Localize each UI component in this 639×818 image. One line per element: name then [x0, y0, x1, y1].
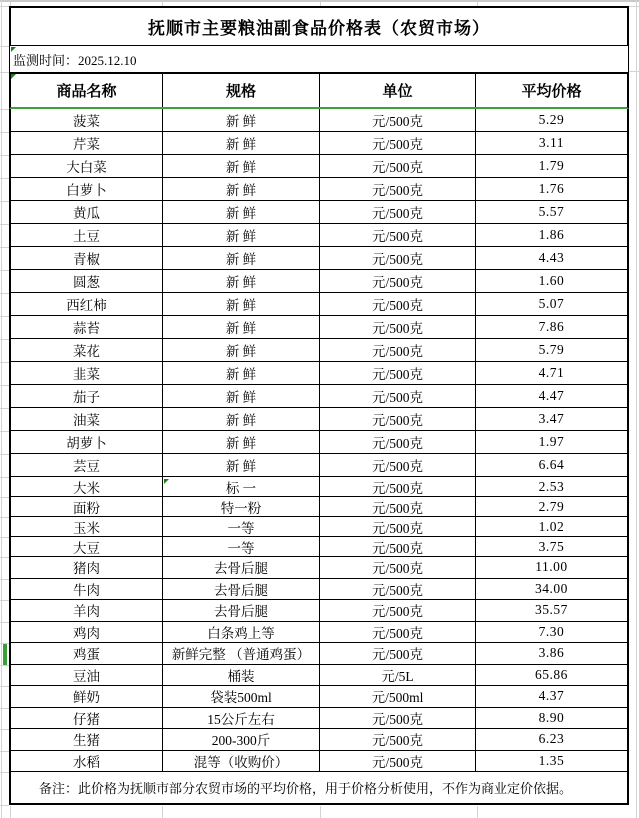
table-row[interactable]	[11, 270, 627, 293]
cell-price[interactable]: 34.00	[535, 580, 568, 596]
gridline	[0, 109, 9, 110]
gridline	[629, 71, 639, 72]
cell-product-name[interactable]: 豆油	[11, 665, 163, 686]
cell-price[interactable]: 8.90	[538, 709, 565, 725]
cell-unit[interactable]: 元/500克	[320, 454, 476, 476]
cell-price[interactable]: 7.86	[538, 319, 565, 334]
table-row[interactable]	[11, 132, 627, 155]
cell-product-name[interactable]: 生猪	[11, 729, 163, 750]
cell-spec[interactable]: 新 鲜	[163, 339, 320, 361]
cell-unit[interactable]: 元/500克	[320, 708, 476, 729]
gridline	[0, 247, 9, 248]
cell-product-name[interactable]: 蒜苔	[11, 316, 163, 338]
cell-unit[interactable]: 元/500克	[320, 247, 476, 269]
cell-spec[interactable]: 白条鸡上等	[163, 622, 320, 643]
cell-unit[interactable]: 元/500克	[320, 622, 476, 643]
cell-unit[interactable]: 元/500克	[320, 224, 476, 246]
gridline	[477, 806, 478, 818]
cell-price[interactable]: 35.57	[535, 602, 568, 618]
cell-product-name[interactable]: 芹菜	[11, 132, 163, 154]
cell-product-name[interactable]: 西红柿	[11, 293, 163, 315]
gridline	[0, 537, 9, 538]
gridline	[0, 431, 9, 432]
cell-product-name[interactable]: 大米	[11, 477, 163, 496]
gridline	[0, 46, 9, 47]
cell-product-name[interactable]: 牛肉	[11, 579, 163, 600]
cell-spec[interactable]: 去骨后腿	[163, 579, 320, 600]
cell-spec[interactable]: 新 鲜	[163, 316, 320, 338]
table-row[interactable]	[11, 557, 627, 579]
gridline	[0, 477, 9, 478]
cell-price[interactable]: 1.97	[538, 434, 565, 449]
cell-unit[interactable]: 元/500克	[320, 178, 476, 200]
cell-price[interactable]: 1.76	[538, 181, 565, 196]
gridline	[10, 806, 11, 818]
table-row[interactable]	[11, 293, 627, 316]
gridline	[0, 454, 9, 455]
gridline	[0, 600, 9, 601]
cell-spec[interactable]: 新 鲜	[163, 132, 320, 154]
cell-spec[interactable]: 新 鲜	[163, 293, 320, 315]
cell-product-name[interactable]: 芸豆	[11, 454, 163, 476]
cell-product-name[interactable]: 大白菜	[11, 155, 163, 177]
cell-product-name[interactable]: 茄子	[11, 385, 163, 407]
gridline	[162, 806, 163, 818]
gridline	[629, 6, 639, 7]
cell-unit[interactable]: 元/500克	[320, 751, 476, 772]
gridline	[1, 0, 2, 818]
cell-price[interactable]: 1.35	[538, 752, 565, 768]
cell-price[interactable]: 6.23	[538, 731, 565, 747]
cell-flag-triangle-rice-spec	[164, 479, 169, 484]
cell-spec[interactable]: 新 鲜	[163, 201, 320, 223]
cell-price[interactable]: 4.47	[538, 388, 565, 403]
cell-price[interactable]: 6.64	[538, 457, 565, 472]
cell-unit[interactable]: 元/500克	[320, 270, 476, 292]
note-cell[interactable]	[9, 772, 629, 805]
cell-product-name[interactable]: 青椒	[11, 247, 163, 269]
table-header-row	[9, 72, 629, 109]
gridline	[0, 729, 9, 730]
cell-unit[interactable]: 元/500克	[320, 557, 476, 578]
cell-product-name[interactable]: 鲜奶	[11, 686, 163, 707]
cell-spec[interactable]: 新 鲜	[163, 454, 320, 476]
table-row[interactable]	[11, 224, 627, 247]
cell-price[interactable]: 2.53	[538, 478, 565, 494]
cell-unit[interactable]: 元/500克	[320, 408, 476, 430]
cell-unit[interactable]: 元/500克	[320, 497, 476, 516]
cell-unit[interactable]: 元/500克	[320, 579, 476, 600]
table-row[interactable]	[11, 686, 627, 708]
gridline	[0, 408, 9, 409]
cell-spec[interactable]: 去骨后腿	[163, 557, 320, 578]
cell-price[interactable]: 65.86	[535, 666, 568, 682]
cell-unit[interactable]: 元/500克	[320, 132, 476, 154]
cell-unit[interactable]: 元/500克	[320, 385, 476, 407]
gridline	[0, 751, 9, 752]
cell-unit[interactable]: 元/500克	[320, 339, 476, 361]
table-row[interactable]	[11, 201, 627, 224]
column-header-unit[interactable]: 单位	[320, 74, 476, 107]
cell-price[interactable]: 2.79	[538, 498, 565, 514]
gridline	[0, 339, 9, 340]
cell-product-name[interactable]: 水稻	[11, 751, 163, 772]
cell-spec[interactable]: 桶装	[163, 665, 320, 686]
cell-spec[interactable]: 去骨后腿	[163, 600, 320, 621]
monitor-time-cell[interactable]	[9, 46, 629, 72]
table-row[interactable]	[11, 622, 627, 644]
gridline	[0, 385, 9, 386]
gridline	[0, 72, 9, 73]
cell-unit[interactable]: 元/500克	[320, 431, 476, 453]
gridline	[0, 665, 9, 666]
table-row[interactable]	[11, 497, 627, 517]
cell-price[interactable]: 5.29	[538, 112, 565, 127]
cell-spec[interactable]: 新 鲜	[163, 178, 320, 200]
table-row[interactable]	[11, 665, 627, 687]
cell-spec[interactable]: 新 鲜	[163, 109, 320, 131]
cell-price[interactable]: 5.79	[538, 342, 565, 357]
gridline	[0, 362, 9, 363]
table-row[interactable]	[11, 109, 627, 132]
cell-spec[interactable]: 15公斤左右	[163, 708, 320, 729]
gridline	[0, 497, 9, 498]
cell-spec[interactable]: 新鲜完整 （普通鸡蛋）	[163, 643, 320, 664]
cell-unit[interactable]: 元/500ml	[320, 686, 476, 707]
cell-product-name[interactable]: 胡萝卜	[11, 431, 163, 453]
cell-price[interactable]: 3.86	[538, 645, 565, 661]
cell-spec[interactable]: 200-300斤	[163, 729, 320, 750]
cell-price[interactable]: 11.00	[535, 559, 568, 575]
cell-price[interactable]: 7.30	[538, 623, 565, 639]
gridline	[0, 293, 9, 294]
cell-spec[interactable]: 混等（收购价）	[163, 751, 320, 772]
table-row[interactable]	[11, 708, 627, 730]
table-row[interactable]	[11, 385, 627, 408]
gridline	[0, 579, 9, 580]
cell-price[interactable]: 1.60	[538, 273, 565, 288]
cell-price[interactable]: 4.37	[538, 688, 565, 704]
row-selection-indicator	[3, 644, 7, 665]
table-row[interactable]	[11, 477, 627, 497]
cell-price[interactable]: 3.75	[538, 538, 565, 554]
cell-product-name[interactable]: 土豆	[11, 224, 163, 246]
table-row[interactable]	[11, 454, 627, 477]
table-row[interactable]	[11, 729, 627, 751]
cell-price[interactable]: 5.07	[538, 296, 565, 311]
table-row[interactable]	[11, 751, 627, 773]
gridline	[0, 805, 9, 806]
gridline	[0, 517, 9, 518]
sheet-title[interactable]: 抚顺市主要粮油副食品价格表（农贸市场）	[9, 6, 629, 46]
table-body	[9, 109, 629, 772]
table-row[interactable]	[11, 600, 627, 622]
cell-unit[interactable]: 元/5L	[320, 665, 476, 686]
table-row[interactable]	[11, 316, 627, 339]
column-header-avg-price[interactable]: 平均价格	[521, 84, 582, 100]
gridline	[0, 270, 9, 271]
cell-unit[interactable]: 元/500克	[320, 537, 476, 556]
gridline	[0, 224, 9, 225]
cell-price[interactable]: 4.71	[538, 365, 565, 380]
cell-product-name[interactable]: 油菜	[11, 408, 163, 430]
cell-product-name[interactable]: 菜花	[11, 339, 163, 361]
cell-spec[interactable]: 一等	[163, 517, 320, 536]
gridline	[0, 6, 9, 7]
table-row[interactable]	[11, 362, 627, 385]
cell-flag-triangle-header	[11, 74, 16, 79]
cell-unit[interactable]: 元/500克	[320, 729, 476, 750]
cell-product-name[interactable]: 黄瓜	[11, 201, 163, 223]
cell-product-name[interactable]: 白萝卜	[11, 178, 163, 200]
cell-product-name[interactable]: 面粉	[11, 497, 163, 516]
cell-unit[interactable]: 元/500克	[320, 600, 476, 621]
cell-flag-triangle-monitor-time	[11, 47, 16, 52]
table-row[interactable]	[11, 408, 627, 431]
table-row[interactable]	[11, 155, 627, 178]
cell-price[interactable]: 5.57	[538, 204, 565, 219]
cell-price[interactable]: 3.47	[538, 411, 565, 426]
table-row[interactable]	[11, 431, 627, 454]
cell-price[interactable]: 1.79	[538, 158, 565, 173]
gridline	[0, 708, 9, 709]
cell-unit[interactable]: 元/500克	[320, 477, 476, 496]
table-row[interactable]	[11, 517, 627, 537]
cell-spec[interactable]: 袋装500ml	[163, 686, 320, 707]
cell-unit[interactable]: 元/500克	[320, 293, 476, 315]
cell-product-name[interactable]: 韭菜	[11, 362, 163, 384]
column-header-spec[interactable]: 规格	[163, 74, 320, 107]
cell-product-name[interactable]: 鸡蛋	[11, 643, 163, 664]
cell-spec[interactable]: 新 鲜	[163, 247, 320, 269]
cell-product-name[interactable]: 大豆	[11, 537, 163, 556]
cell-product-name[interactable]: 鸡肉	[11, 622, 163, 643]
gridline	[0, 178, 9, 179]
cell-spec[interactable]: 新 鲜	[163, 408, 320, 430]
note-text: 备注：此价格为抚顺市部分农贸市场的平均价格，用于价格分析使用，不作为商业定价依据。	[39, 781, 573, 796]
table-row[interactable]	[11, 247, 627, 270]
gridline	[0, 132, 9, 133]
cell-product-name[interactable]: 圆葱	[11, 270, 163, 292]
monitor-time-label: 监测时间：2025.12.10	[13, 52, 137, 68]
cell-unit[interactable]: 元/500克	[320, 316, 476, 338]
cell-spec[interactable]: 新 鲜	[163, 270, 320, 292]
cell-spec[interactable]: 标 一	[163, 477, 320, 496]
cell-product-name[interactable]: 羊肉	[11, 600, 163, 621]
cell-unit[interactable]: 元/500克	[320, 643, 476, 664]
gridline	[0, 316, 9, 317]
column-header-product-name[interactable]: 商品名称	[11, 74, 163, 107]
table-row[interactable]	[11, 579, 627, 601]
cell-unit[interactable]: 元/500克	[320, 155, 476, 177]
gridline	[636, 0, 637, 818]
cell-spec[interactable]: 新 鲜	[163, 362, 320, 384]
cell-product-name[interactable]: 菠菜	[11, 109, 163, 131]
cell-unit[interactable]: 元/500克	[320, 109, 476, 131]
cell-spec[interactable]: 新 鲜	[163, 431, 320, 453]
cell-spec[interactable]: 特一粉	[163, 497, 320, 516]
gridline	[0, 772, 9, 773]
cell-spec[interactable]: 新 鲜	[163, 224, 320, 246]
cell-product-name[interactable]: 猪肉	[11, 557, 163, 578]
cell-price[interactable]: 3.11	[538, 135, 565, 150]
cell-unit[interactable]: 元/500克	[320, 517, 476, 536]
gridline	[0, 201, 9, 202]
cell-unit[interactable]: 元/500克	[320, 201, 476, 223]
gridline	[0, 557, 9, 558]
cell-price[interactable]: 1.02	[538, 518, 565, 534]
cell-spec[interactable]: 一等	[163, 537, 320, 556]
gridline	[0, 155, 9, 156]
gridline	[320, 806, 321, 818]
table-row[interactable]	[11, 178, 627, 201]
cell-spec[interactable]: 新 鲜	[163, 385, 320, 407]
gridline	[0, 622, 9, 623]
cell-spec[interactable]: 新 鲜	[163, 155, 320, 177]
table-row[interactable]	[11, 537, 627, 557]
cell-product-name[interactable]: 仔猪	[11, 708, 163, 729]
table-row[interactable]	[11, 643, 627, 665]
cell-price[interactable]: 4.43	[538, 250, 565, 265]
table-row[interactable]	[11, 339, 627, 362]
cell-price[interactable]: 1.86	[538, 227, 565, 242]
gridline	[0, 686, 9, 687]
cell-product-name[interactable]: 玉米	[11, 517, 163, 536]
cell-unit[interactable]: 元/500克	[320, 362, 476, 384]
